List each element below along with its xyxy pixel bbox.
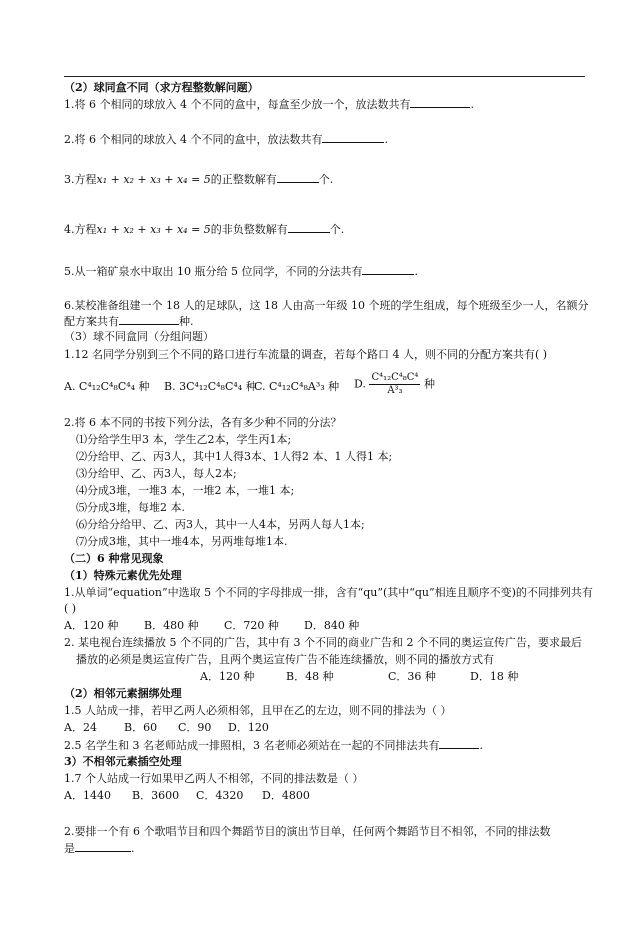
non-adjacent-question-2-line-2: 是 . xyxy=(64,842,135,855)
equation: x₁ + x₂ + x₃ + x₄ = 5 xyxy=(96,173,211,186)
special-question-2-line-2: 播放的必须是奥运宣传广告，且两个奥运宣传广告不能连续播放，则不同的播放方式有 xyxy=(76,653,494,666)
list-item: ⑵分给甲、乙、丙3人，其中1人得3本、1人得2 本、1 人得1 本; xyxy=(76,450,393,463)
question-3: 3.方程x₁ + x₂ + x₃ + x₄ = 5的正整数解有 个. xyxy=(64,173,334,186)
option-b: B．480 种 xyxy=(144,619,199,632)
option-b: B．48 种 xyxy=(286,670,334,683)
list-item: ⑴分给学生甲3 本，学生乙2本，学生丙1本; xyxy=(76,433,292,446)
list-item: ⑷分成3堆，一堆3 本，一堆2 本，一堆1 本; xyxy=(76,484,295,497)
subsection-title-non-adjacent: 3）不相邻元素插空处理 xyxy=(64,755,182,768)
section-title-ball-same-box-different: （2）球同盒不同（求方程整数解问题） xyxy=(64,81,259,94)
answer-blank xyxy=(119,314,179,325)
list-item: ⑹分给分给甲、乙、丙3人，其中一人4本，另两人每人1本; xyxy=(76,518,365,531)
option-b: B．60 xyxy=(124,721,158,734)
question-6-line-2: 配方案共有 种. xyxy=(64,315,194,328)
option-b: B. 3C⁴₁₂C⁴₈C⁴₄ 种 xyxy=(164,380,257,393)
special-question-2-line-1: 2. 某电视台连续播放 5 个不同的广告，其中有 3 个不同的商业广告和 2 个不同的奥运宣传广告，要求最后 xyxy=(64,636,582,649)
grouping-question-2: 2.将 6 本不同的书按下列分法，各有多少种不同的分法？ xyxy=(64,416,342,429)
answer-blank xyxy=(439,738,479,749)
answer-blank xyxy=(362,264,414,275)
grouping-question-1: 1.12 名同学分别到三个不同的路口进行车流量的调查，若每个路口 4 人，则不同的分配方案共有( ) xyxy=(64,348,548,361)
non-adjacent-question-1: 1.7 个人站成一行如果甲乙两人不相邻，不同的排法数是（ ） xyxy=(64,772,364,785)
option-c: C．36 种 xyxy=(388,670,436,683)
section-title-six-phenomena: （二）6 种常见现象 xyxy=(64,552,164,565)
option-d: D．840 种 xyxy=(304,619,360,632)
option-b: B．3600 xyxy=(132,789,180,802)
answer-blank xyxy=(75,841,131,852)
answer-blank xyxy=(322,132,384,143)
answer-paren: ( ) xyxy=(64,602,77,615)
option-a: A．120 种 xyxy=(64,619,119,632)
section-title-ball-different-box-same: （3）球不同盒同（分组问题） xyxy=(64,330,214,343)
option-c: C．720 种 xyxy=(224,619,279,632)
option-d: D．18 种 xyxy=(470,670,519,683)
adjacent-question-1: 1.5 人站成一排，若甲乙两人必须相邻，且甲在乙的左边，则不同的排法为（ ） xyxy=(64,704,452,717)
option-c: C．4320 xyxy=(196,789,244,802)
option-c: C. C⁴₁₂C⁴₈A³₃ 种 xyxy=(254,380,340,393)
option-a: A．120 种 xyxy=(200,670,255,683)
fraction: $\frac{\text{C⁴₁₂C⁴₈C⁴}}{\text{A³₃}}$ xyxy=(371,372,419,396)
question-1: 1.将 6 个相同的球放入 4 个不同的盒中，每盒至少放一个，放法数共有 . xyxy=(64,98,474,111)
option-d: D. $\frac{\text{C⁴₁₂C⁴₈C⁴}}{\text{A³₃}}$ 种 xyxy=(354,372,435,396)
question-4: 4.方程x₁ + x₂ + x₃ + x₄ = 5的非负整数解有 个. xyxy=(64,223,345,236)
special-question-1: 1.从单词“equation”中选取 5 个不同的字母排成一排，含有“qu”(其中“qu”相连且顺序不变)的不同排列共有 xyxy=(64,586,593,599)
list-item: ⑶分给甲、乙、丙3人，每人2本; xyxy=(76,467,237,480)
adjacent-question-2: 2.5 名学生和 3 名老师站成一排照相，3 名老师必须站在一起的不同排法共有 . xyxy=(64,739,483,752)
non-adjacent-question-2-line-1: 2.要排一个有 6 个歌唱节目和四个舞蹈节目的演出节目单，任何两个舞蹈节目不相邻，不同的排法数 xyxy=(64,825,551,838)
top-rule xyxy=(64,76,585,77)
answer-blank xyxy=(288,222,330,233)
option-a: A．1440 xyxy=(64,789,111,802)
question-2: 2.将 6 个相同的球放入 4 个不同的盒中，放法数共有 . xyxy=(64,133,388,146)
option-a: A．24 xyxy=(64,721,97,734)
option-a: A. C⁴₁₂C⁴₈C⁴₄ 种 xyxy=(64,380,150,393)
option-c: C．90 xyxy=(178,721,212,734)
option-d: D．4800 xyxy=(262,789,310,802)
equation: x₁ + x₂ + x₃ + x₄ = 5 xyxy=(96,223,211,236)
question-5: 5.从一箱矿泉水中取出 10 瓶分给 5 位同学，不同的分法共有 . xyxy=(64,265,418,278)
answer-blank xyxy=(277,172,319,183)
question-6-line-1: 6.某校准备组建一个 18 人的足球队，这 18 人由高一年级 10 个班的学生组成，每个班级至少一人，名额分 xyxy=(64,299,589,312)
list-item: ⑺分成3堆，其中一堆4本，另两堆每堆1本. xyxy=(76,535,288,548)
list-item: ⑸分成3堆，每堆2 本. xyxy=(76,501,185,514)
answer-blank xyxy=(410,97,470,108)
subsection-title-special-element: （1）特殊元素优先处理 xyxy=(64,569,182,582)
option-d: D．120 xyxy=(228,721,269,734)
subsection-title-adjacent-binding: （2）相邻元素捆绑处理 xyxy=(64,687,182,700)
